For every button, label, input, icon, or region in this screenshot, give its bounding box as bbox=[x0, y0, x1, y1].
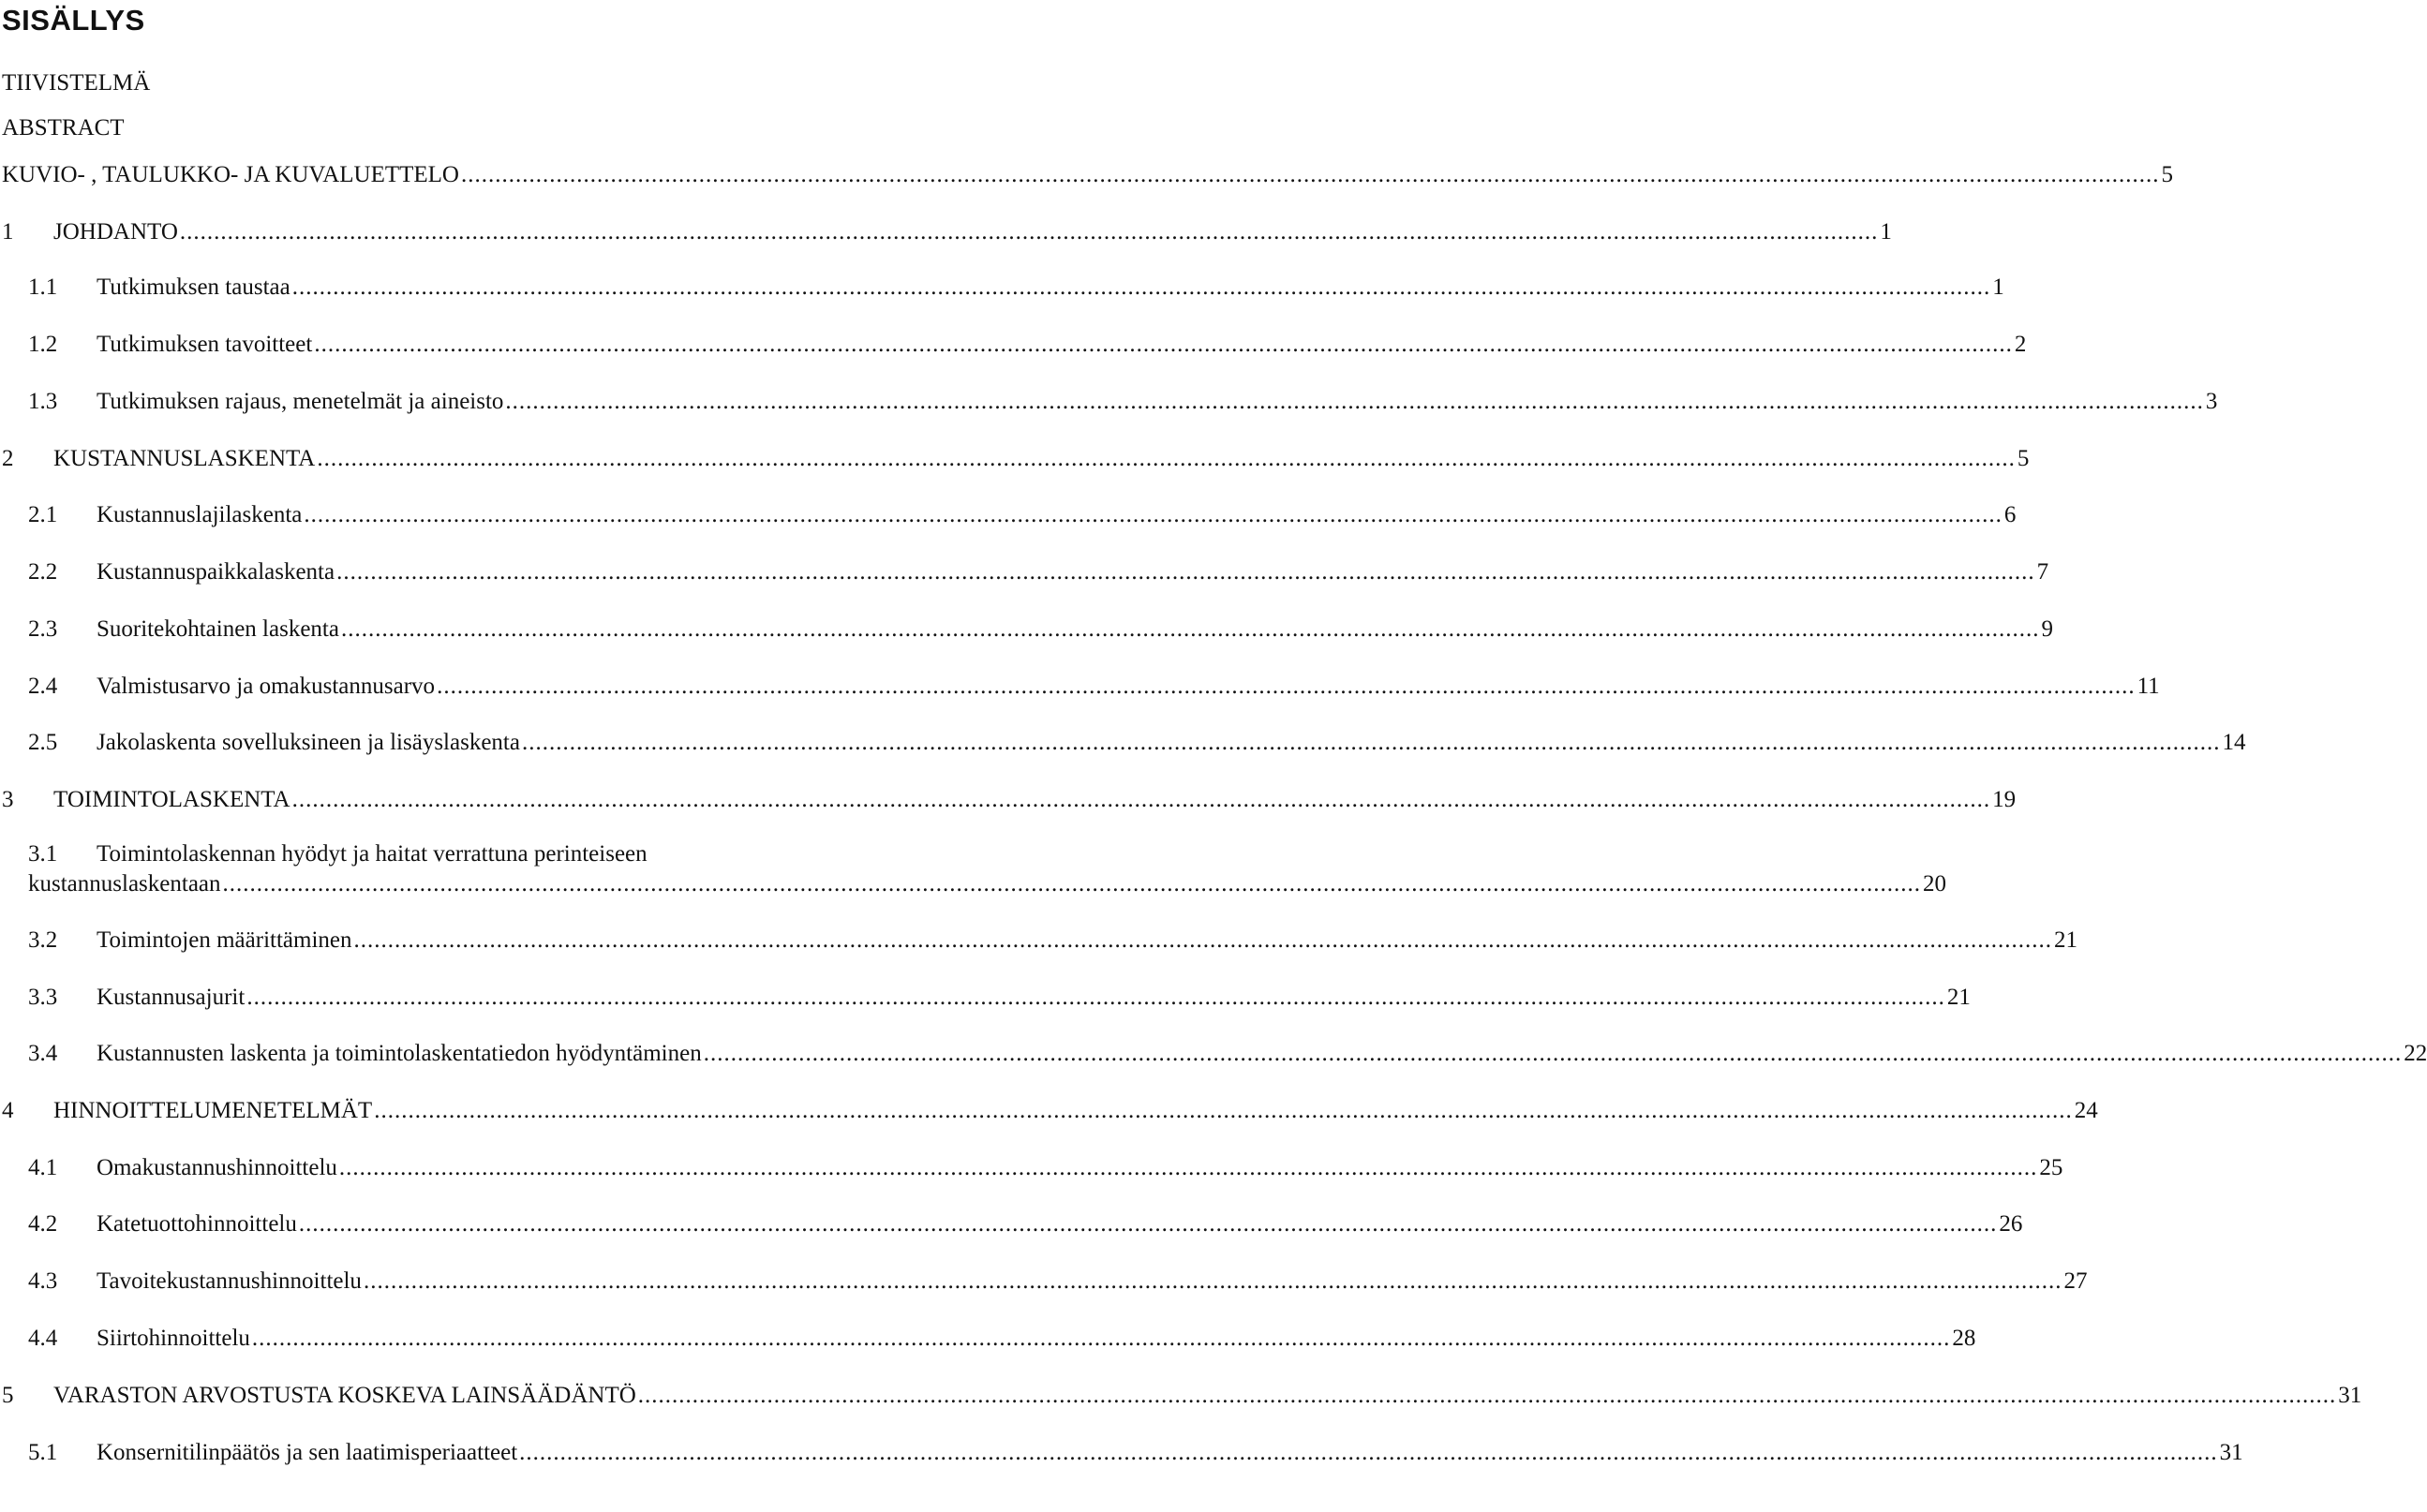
toc-number: 4 bbox=[2, 1098, 14, 1123]
toc-leader: .......................................................................................................................................................................................................................................................... bbox=[336, 559, 2035, 585]
toc-entry[interactable] bbox=[2, 161, 2173, 189]
toc-label: VARASTON ARVOSTUSTA KOSKEVA LAINSÄÄDÄNTÖ bbox=[53, 1383, 636, 1408]
toc-leader: .......................................................................................................................................................................................................................................................... bbox=[521, 730, 2221, 755]
toc-leader: .......................................................................................................................................................................................................................................................... bbox=[637, 1383, 2337, 1408]
toc-page: 5 bbox=[2017, 446, 2030, 471]
toc-entry[interactable] bbox=[2, 729, 2246, 757]
toc-leader: .......................................................................................................................................................................................................................................................... bbox=[374, 1098, 2073, 1123]
toc-page: 19 bbox=[1992, 787, 2017, 812]
toc-number: 1.1 bbox=[28, 274, 58, 300]
toc-page: 26 bbox=[1999, 1211, 2023, 1237]
toc-page: 1 bbox=[1992, 274, 2004, 300]
toc-label: KUSTANNUSLASKENTA bbox=[53, 446, 316, 471]
toc-number: 3 bbox=[2, 787, 14, 812]
toc-label: KUVIO- , TAULUKKO- JA KUVALUETTELO bbox=[2, 162, 459, 187]
toc-number: 5.1 bbox=[28, 1440, 58, 1465]
toc-label: Toimintojen määrittäminen bbox=[97, 927, 352, 953]
toc-entry[interactable] bbox=[2, 445, 2030, 473]
toc-label: Kustannusten laskenta ja toimintolaskentatiedon hyödyntäminen bbox=[97, 1041, 702, 1066]
toc-page: 14 bbox=[2222, 730, 2246, 755]
toc-page: 2 bbox=[2014, 332, 2027, 357]
toc-leader: .......................................................................................................................................................................................................................................................... bbox=[222, 871, 1922, 897]
toc-number: 1 bbox=[2, 219, 14, 245]
toc-label: TOIMINTOLASKENTA bbox=[53, 787, 290, 812]
toc-number: 2.1 bbox=[28, 502, 58, 527]
toc-entry[interactable] bbox=[2, 984, 1971, 1012]
toc-entry[interactable] bbox=[2, 615, 2053, 644]
toc-entry[interactable] bbox=[2, 786, 2017, 814]
toc-label: Tutkimuksen tavoitteet bbox=[97, 332, 313, 357]
toc-leader: .......................................................................................................................................................................................................................................................... bbox=[437, 674, 2136, 699]
toc-front-tiivistelma: TIIVISTELMÄ bbox=[2, 70, 151, 96]
toc-page: 22 bbox=[2404, 1041, 2427, 1066]
toc-label: Suoritekohtainen laskenta bbox=[97, 616, 339, 642]
toc-page: 21 bbox=[2054, 927, 2077, 953]
toc-leader: .......................................................................................................................................................................................................................................................... bbox=[338, 1155, 2038, 1180]
toc-entry[interactable] bbox=[2, 1210, 2023, 1238]
toc-label: Valmistusarvo ja omakustannusarvo bbox=[97, 674, 436, 699]
toc-entry[interactable] bbox=[2, 1154, 2063, 1182]
page-title: SISÄLLYS bbox=[2, 4, 145, 37]
toc-label: HINNOITTELUMENETELMÄT bbox=[53, 1098, 373, 1123]
toc-entry[interactable] bbox=[2, 331, 2027, 359]
toc-page: 28 bbox=[1952, 1326, 1976, 1351]
toc-leader: .......................................................................................................................................................................................................................................................... bbox=[317, 446, 2016, 471]
toc-number: 5 bbox=[2, 1383, 14, 1408]
toc-label: Omakustannushinnoittelu bbox=[97, 1155, 337, 1180]
toc-leader: .......................................................................................................................................................................................................................................................... bbox=[304, 502, 2003, 527]
toc-label-continued: kustannuslaskentaan bbox=[28, 871, 221, 897]
toc-entry[interactable] bbox=[2, 673, 2160, 701]
toc-page: 27 bbox=[2063, 1268, 2088, 1294]
toc-leader: .......................................................................................................................................................................................................................................................... bbox=[340, 616, 2040, 642]
toc-leader: .......................................................................................................................................................................................................................................................... bbox=[298, 1211, 1998, 1237]
toc-entry[interactable] bbox=[2, 1325, 1976, 1353]
toc-page: 24 bbox=[2074, 1098, 2098, 1123]
toc-label: Kustannusajurit bbox=[97, 985, 246, 1010]
toc-label: Toimintolaskennan hyödyt ja haitat verrattuna perinteiseen bbox=[97, 841, 648, 867]
toc-page: 31 bbox=[2219, 1440, 2243, 1465]
toc-page: 3 bbox=[2205, 389, 2218, 414]
toc-number: 2.2 bbox=[28, 559, 58, 585]
toc-label: Jakolaskenta sovelluksineen ja lisäyslaskenta bbox=[97, 730, 520, 755]
toc-leader: .......................................................................................................................................................................................................................................................... bbox=[291, 274, 1991, 300]
toc-label: Konsernitilinpäätös ja sen laatimisperiaatteet bbox=[97, 1440, 518, 1465]
toc-number: 2.4 bbox=[28, 674, 58, 699]
toc-number: 3.4 bbox=[28, 1041, 58, 1066]
toc-label: JOHDANTO bbox=[53, 219, 178, 245]
toc-label: Katetuottohinnoittelu bbox=[97, 1211, 297, 1237]
toc-label: Tutkimuksen taustaa bbox=[97, 274, 290, 300]
toc-page: 5 bbox=[2161, 162, 2173, 187]
toc-number: 4.1 bbox=[28, 1155, 58, 1180]
toc-number: 3.1 bbox=[28, 841, 58, 867]
toc-number: 3.3 bbox=[28, 985, 58, 1010]
toc-entry[interactable] bbox=[2, 1439, 2243, 1467]
toc-page: 21 bbox=[1946, 985, 1971, 1010]
toc-entry[interactable] bbox=[2, 274, 2004, 302]
toc-entry[interactable] bbox=[2, 1382, 2362, 1410]
toc-leader: .......................................................................................................................................................................................................................................................... bbox=[179, 219, 1879, 245]
toc-leader: .......................................................................................................................................................................................................................................................... bbox=[519, 1440, 2218, 1465]
toc-leader: .......................................................................................................................................................................................................................................................... bbox=[363, 1268, 2062, 1294]
toc-number: 3.2 bbox=[28, 927, 58, 953]
toc-label: Siirtohinnoittelu bbox=[97, 1326, 250, 1351]
toc-leader: .......................................................................................................................................................................................................................................................... bbox=[251, 1326, 1951, 1351]
toc-number: 4.4 bbox=[28, 1326, 58, 1351]
toc-entry[interactable] bbox=[2, 388, 2218, 416]
toc-leader: .......................................................................................................................................................................................................................................................... bbox=[703, 1041, 2403, 1066]
toc-page: 31 bbox=[2338, 1383, 2362, 1408]
toc-number: 1.3 bbox=[28, 389, 58, 414]
toc-entry[interactable] bbox=[2, 218, 1892, 246]
toc-entry[interactable] bbox=[2, 501, 2017, 529]
toc-page: 20 bbox=[1923, 871, 1947, 897]
toc-leader: .......................................................................................................................................................................................................................................................... bbox=[505, 389, 2204, 414]
toc-leader: .......................................................................................................................................................................................................................................................... bbox=[291, 787, 1991, 812]
toc-number: 2.5 bbox=[28, 730, 58, 755]
toc-page: 11 bbox=[2137, 674, 2160, 699]
toc-entry[interactable] bbox=[2, 558, 2049, 586]
toc-front-abstract: ABSTRACT bbox=[2, 115, 125, 141]
toc-entry[interactable] bbox=[2, 926, 2077, 955]
toc-leader: .......................................................................................................................................................................................................................................................... bbox=[461, 162, 2160, 187]
toc-page: 25 bbox=[2039, 1155, 2063, 1180]
toc-page: 7 bbox=[2036, 559, 2049, 585]
toc-entry[interactable] bbox=[2, 839, 1947, 899]
toc-leader: .......................................................................................................................................................................................................................................................... bbox=[246, 985, 1945, 1010]
toc-page: 1 bbox=[1880, 219, 1892, 245]
toc-entry[interactable] bbox=[2, 1267, 2088, 1296]
toc-label: Kustannuslajilaskenta bbox=[97, 502, 303, 527]
toc-number: 1.2 bbox=[28, 332, 58, 357]
toc-page: 9 bbox=[2041, 616, 2053, 642]
toc-entry[interactable] bbox=[2, 1097, 2098, 1125]
toc-label: Tutkimuksen rajaus, menetelmät ja aineisto bbox=[97, 389, 504, 414]
toc-page: 6 bbox=[2003, 502, 2017, 527]
toc-number: 4.3 bbox=[28, 1268, 58, 1294]
toc-number: 2.3 bbox=[28, 616, 58, 642]
toc-leader: .......................................................................................................................................................................................................................................................... bbox=[353, 927, 2052, 953]
toc-label: Kustannuspaikkalaskenta bbox=[97, 559, 335, 585]
toc-number: 2 bbox=[2, 446, 14, 471]
toc-label: Tavoitekustannushinnoittelu bbox=[97, 1268, 362, 1294]
toc-leader: .......................................................................................................................................................................................................................................................... bbox=[314, 332, 2013, 357]
toc-number: 4.2 bbox=[28, 1211, 58, 1237]
toc-entry[interactable] bbox=[2, 1040, 2427, 1068]
